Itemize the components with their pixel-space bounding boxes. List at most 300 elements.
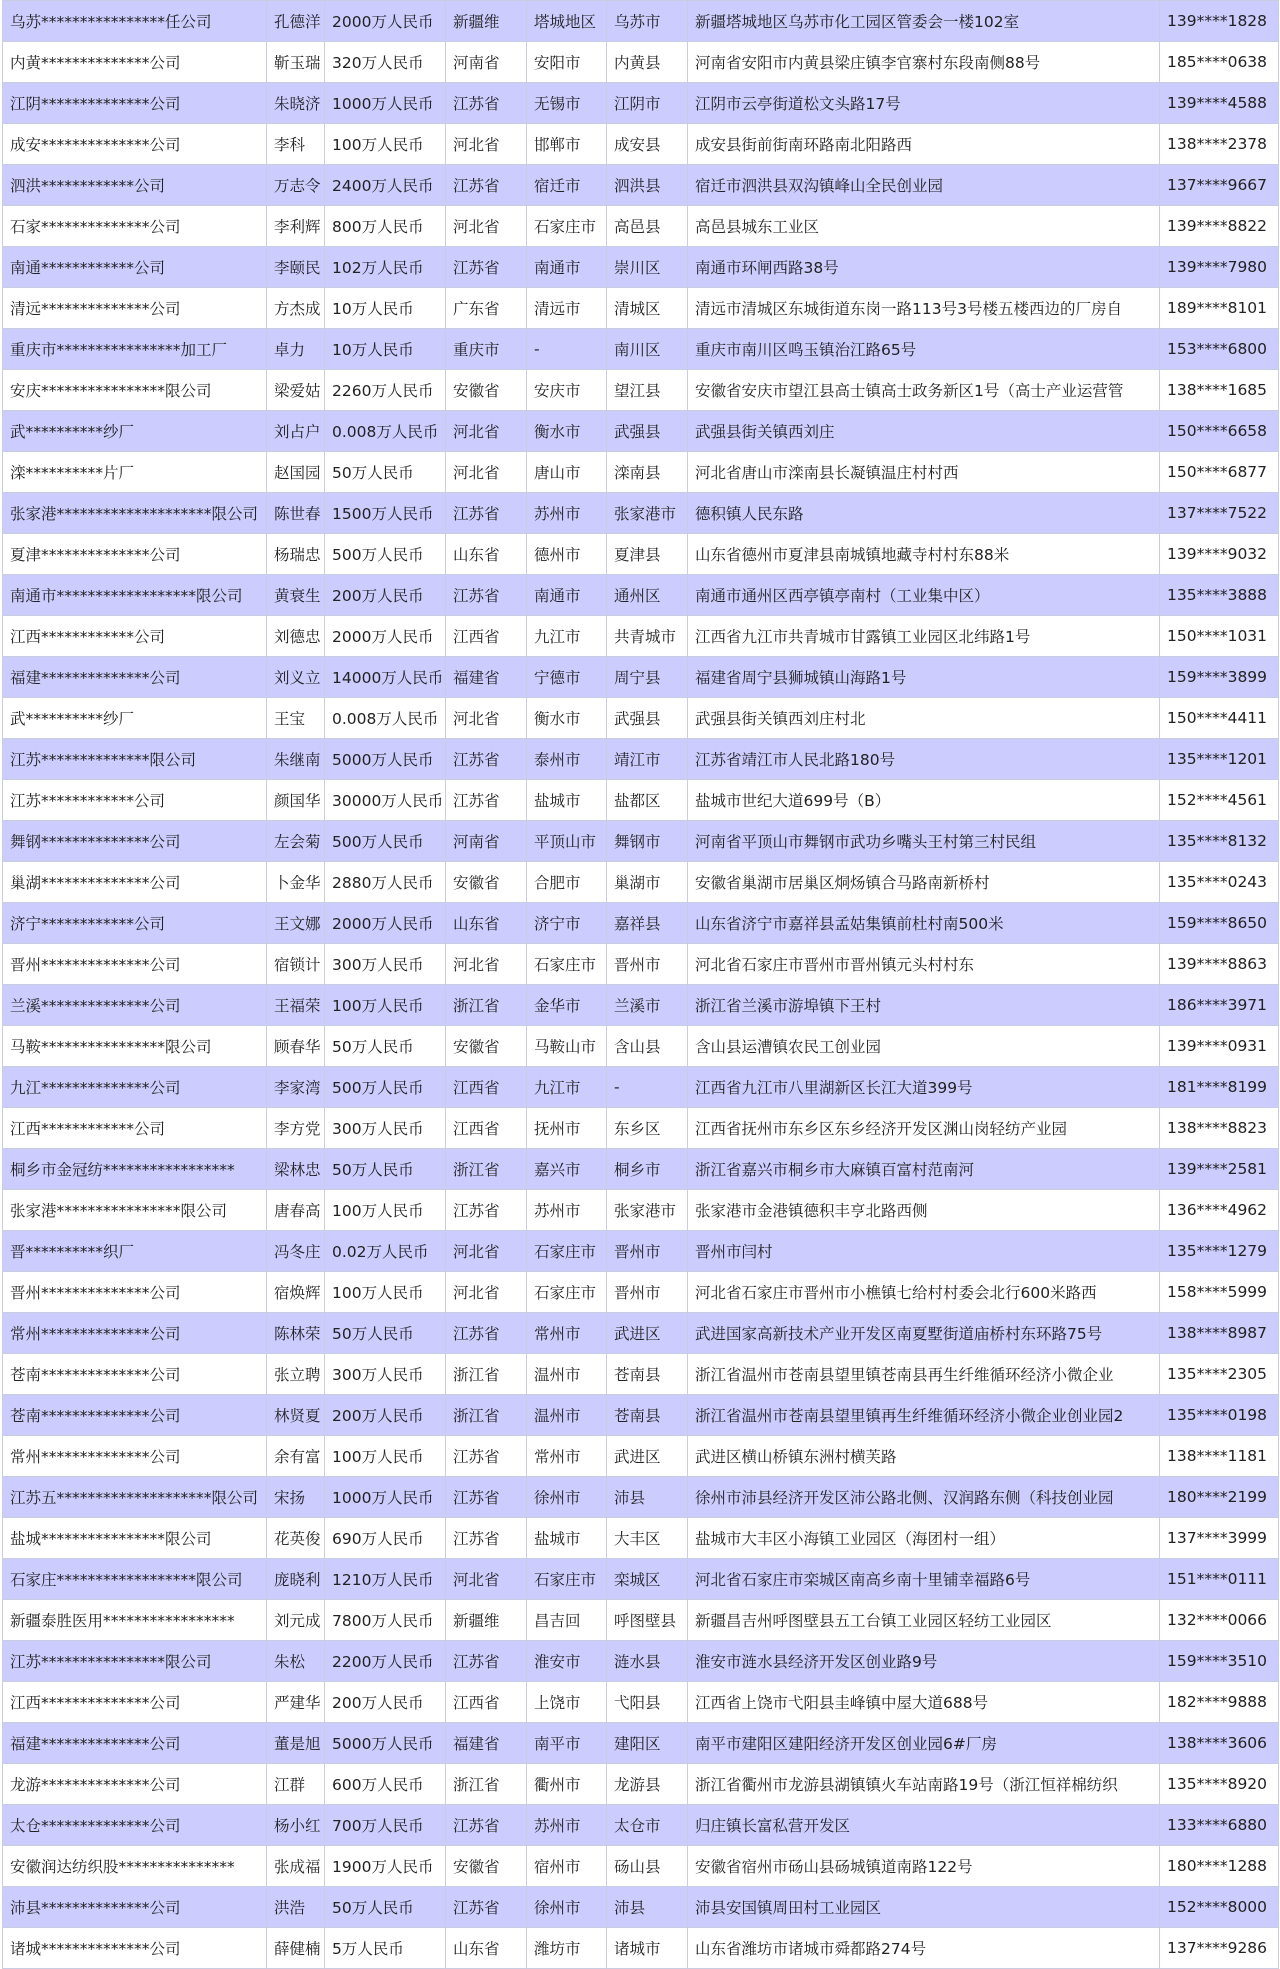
province-cell: 福建省: [446, 657, 527, 698]
registered-capital-cell: 10万人民币: [325, 329, 446, 370]
company-name-cell: 江苏**************限公司: [3, 739, 267, 780]
table-row: [3, 1846, 1279, 1887]
province-cell: 江苏省: [446, 780, 527, 821]
table-row: [3, 657, 1279, 698]
city-cell: 南平市: [527, 1723, 607, 1764]
table-row: [3, 1231, 1279, 1272]
legal-person-cell: 朱松: [267, 1641, 325, 1682]
address-cell: 江阴市云亭街道松文头路17号: [688, 83, 1160, 124]
table-row: [3, 1354, 1279, 1395]
province-cell: 江西省: [446, 616, 527, 657]
legal-person-cell: 靳玉瑞: [267, 42, 325, 83]
registered-capital-cell: 200万人民币: [325, 1395, 446, 1436]
province-cell: 浙江省: [446, 1764, 527, 1805]
registered-capital-cell: 300万人民币: [325, 1108, 446, 1149]
registered-capital-cell: 100万人民币: [325, 1190, 446, 1231]
table-row: [3, 534, 1279, 575]
phone-cell: 185****0638: [1160, 42, 1279, 83]
phone-cell: 151****0111: [1160, 1559, 1279, 1600]
district-cell: 舞钢市: [607, 821, 688, 862]
address-cell: 盐城市大丰区小海镇工业园区（海团村一组）: [688, 1518, 1160, 1559]
district-cell: 东乡区: [607, 1108, 688, 1149]
address-cell: 河北省石家庄市晋州市小樵镇七给村村委会北行600米路西: [688, 1272, 1160, 1313]
registered-capital-cell: 7800万人民币: [325, 1600, 446, 1641]
registered-capital-cell: 700万人民币: [325, 1805, 446, 1846]
phone-cell: 139****0931: [1160, 1026, 1279, 1067]
province-cell: 江苏省: [446, 1805, 527, 1846]
phone-cell: 137****3999: [1160, 1518, 1279, 1559]
phone-cell: 137****7522: [1160, 493, 1279, 534]
table-row: [3, 1026, 1279, 1067]
registered-capital-cell: 0.008万人民币: [325, 698, 446, 739]
table-row: [3, 1477, 1279, 1518]
city-cell: 九江市: [527, 616, 607, 657]
table-row: [3, 616, 1279, 657]
legal-person-cell: 颜国华: [267, 780, 325, 821]
company-name-cell: 江苏************公司: [3, 780, 267, 821]
phone-cell: 150****1031: [1160, 616, 1279, 657]
company-name-cell: 滦**********片厂: [3, 452, 267, 493]
registered-capital-cell: 30000万人民币: [325, 780, 446, 821]
phone-cell: 137****9286: [1160, 1928, 1279, 1969]
district-cell: 滦南县: [607, 452, 688, 493]
registered-capital-cell: 2880万人民币: [325, 862, 446, 903]
city-cell: 石家庄市: [527, 1559, 607, 1600]
table-row: [3, 1928, 1279, 1969]
legal-person-cell: 张立聘: [267, 1354, 325, 1395]
company-name-cell: 龙游**************公司: [3, 1764, 267, 1805]
province-cell: 江苏省: [446, 1518, 527, 1559]
registered-capital-cell: 100万人民币: [325, 985, 446, 1026]
district-cell: -: [607, 1067, 688, 1108]
district-cell: 晋州市: [607, 1231, 688, 1272]
address-cell: 武进区横山桥镇东洲村横芙路: [688, 1436, 1160, 1477]
legal-person-cell: 张成福: [267, 1846, 325, 1887]
legal-person-cell: 刘义立: [267, 657, 325, 698]
city-cell: 衢州市: [527, 1764, 607, 1805]
table-body: [3, 1, 1279, 1969]
district-cell: 南川区: [607, 329, 688, 370]
province-cell: 江苏省: [446, 1436, 527, 1477]
company-name-cell: 江西************公司: [3, 616, 267, 657]
registered-capital-cell: 200万人民币: [325, 1682, 446, 1723]
table-row: [3, 288, 1279, 329]
legal-person-cell: 唐春高: [267, 1190, 325, 1231]
legal-person-cell: 杨瑞忠: [267, 534, 325, 575]
table-row: [3, 370, 1279, 411]
company-name-cell: 江苏****************限公司: [3, 1641, 267, 1682]
address-cell: 晋州市闫村: [688, 1231, 1160, 1272]
city-cell: 常州市: [527, 1436, 607, 1477]
table-row: [3, 944, 1279, 985]
province-cell: 江西省: [446, 1067, 527, 1108]
phone-cell: 159****3510: [1160, 1641, 1279, 1682]
company-name-cell: 乌苏****************任公司: [3, 1, 267, 42]
address-cell: 江苏省靖江市人民北路180号: [688, 739, 1160, 780]
city-cell: 宿州市: [527, 1846, 607, 1887]
company-name-cell: 沛县**************公司: [3, 1887, 267, 1928]
table-row: [3, 821, 1279, 862]
province-cell: 浙江省: [446, 1395, 527, 1436]
legal-person-cell: 李科: [267, 124, 325, 165]
registered-capital-cell: 1000万人民币: [325, 1477, 446, 1518]
address-cell: 安徽省巢湖市居巢区烔炀镇合马路南新桥村: [688, 862, 1160, 903]
registered-capital-cell: 2260万人民币: [325, 370, 446, 411]
city-cell: 唐山市: [527, 452, 607, 493]
city-cell: 温州市: [527, 1354, 607, 1395]
province-cell: 广东省: [446, 288, 527, 329]
city-cell: 盐城市: [527, 1518, 607, 1559]
company-name-cell: 晋州**************公司: [3, 1272, 267, 1313]
registered-capital-cell: 500万人民币: [325, 1067, 446, 1108]
province-cell: 河北省: [446, 206, 527, 247]
legal-person-cell: 王文娜: [267, 903, 325, 944]
city-cell: 宿迁市: [527, 165, 607, 206]
district-cell: 靖江市: [607, 739, 688, 780]
legal-person-cell: 余有富: [267, 1436, 325, 1477]
phone-cell: 139****8822: [1160, 206, 1279, 247]
province-cell: 重庆市: [446, 329, 527, 370]
registered-capital-cell: 50万人民币: [325, 1313, 446, 1354]
district-cell: 大丰区: [607, 1518, 688, 1559]
address-cell: 重庆市南川区鸣玉镇治江路65号: [688, 329, 1160, 370]
registered-capital-cell: 5000万人民币: [325, 739, 446, 780]
province-cell: 河南省: [446, 821, 527, 862]
address-cell: 河南省平顶山市舞钢市武功乡嘴头王村第三村民组: [688, 821, 1160, 862]
city-cell: 石家庄市: [527, 944, 607, 985]
phone-cell: 132****0066: [1160, 1600, 1279, 1641]
district-cell: 嘉祥县: [607, 903, 688, 944]
registered-capital-cell: 0.02万人民币: [325, 1231, 446, 1272]
city-cell: -: [527, 329, 607, 370]
phone-cell: 150****4411: [1160, 698, 1279, 739]
city-cell: 常州市: [527, 1313, 607, 1354]
company-name-cell: 苍南**************公司: [3, 1395, 267, 1436]
registered-capital-cell: 10万人民币: [325, 288, 446, 329]
province-cell: 江苏省: [446, 1477, 527, 1518]
city-cell: 金华市: [527, 985, 607, 1026]
company-name-cell: 常州**************公司: [3, 1313, 267, 1354]
district-cell: 周宁县: [607, 657, 688, 698]
company-name-cell: 马鞍****************限公司: [3, 1026, 267, 1067]
city-cell: 苏州市: [527, 1190, 607, 1231]
city-cell: 盐城市: [527, 780, 607, 821]
table-row: [3, 1805, 1279, 1846]
province-cell: 河北省: [446, 452, 527, 493]
legal-person-cell: 朱继南: [267, 739, 325, 780]
district-cell: 清城区: [607, 288, 688, 329]
legal-person-cell: 陈林荣: [267, 1313, 325, 1354]
province-cell: 河北省: [446, 944, 527, 985]
table-row: [3, 1641, 1279, 1682]
city-cell: 徐州市: [527, 1887, 607, 1928]
phone-cell: 180****2199: [1160, 1477, 1279, 1518]
district-cell: 武进区: [607, 1436, 688, 1477]
company-name-cell: 张家港********************限公司: [3, 493, 267, 534]
province-cell: 河南省: [446, 42, 527, 83]
legal-person-cell: 宿焕辉: [267, 1272, 325, 1313]
registered-capital-cell: 1000万人民币: [325, 83, 446, 124]
company-name-cell: 张家港****************限公司: [3, 1190, 267, 1231]
table-row: [3, 329, 1279, 370]
phone-cell: 135****2305: [1160, 1354, 1279, 1395]
company-name-cell: 安庆****************限公司: [3, 370, 267, 411]
address-cell: 河南省安阳市内黄县梁庄镇李官寨村东段南侧88号: [688, 42, 1160, 83]
registered-capital-cell: 1500万人民币: [325, 493, 446, 534]
province-cell: 河北省: [446, 1559, 527, 1600]
table-row: [3, 1149, 1279, 1190]
table-row: [3, 985, 1279, 1026]
legal-person-cell: 李方党: [267, 1108, 325, 1149]
phone-cell: 158****5999: [1160, 1272, 1279, 1313]
phone-cell: 138****8823: [1160, 1108, 1279, 1149]
district-cell: 桐乡市: [607, 1149, 688, 1190]
phone-cell: 150****6877: [1160, 452, 1279, 493]
legal-person-cell: 卜金华: [267, 862, 325, 903]
address-cell: 南平市建阳区建阳经济开发区创业园6#厂房: [688, 1723, 1160, 1764]
legal-person-cell: 顾春华: [267, 1026, 325, 1067]
legal-person-cell: 万志令: [267, 165, 325, 206]
phone-cell: 135****1201: [1160, 739, 1279, 780]
city-cell: 宁德市: [527, 657, 607, 698]
company-name-cell: 武**********纱厂: [3, 411, 267, 452]
company-name-cell: 晋州**************公司: [3, 944, 267, 985]
legal-person-cell: 洪浩: [267, 1887, 325, 1928]
district-cell: 成安县: [607, 124, 688, 165]
legal-person-cell: 刘德忠: [267, 616, 325, 657]
table-row: [3, 124, 1279, 165]
district-cell: 建阳区: [607, 1723, 688, 1764]
registered-capital-cell: 50万人民币: [325, 1026, 446, 1067]
phone-cell: 139****7980: [1160, 247, 1279, 288]
address-cell: 浙江省兰溪市游埠镇下王村: [688, 985, 1160, 1026]
phone-cell: 138****2378: [1160, 124, 1279, 165]
district-cell: 苍南县: [607, 1395, 688, 1436]
registered-capital-cell: 100万人民币: [325, 124, 446, 165]
registered-capital-cell: 14000万人民币: [325, 657, 446, 698]
registered-capital-cell: 2200万人民币: [325, 1641, 446, 1682]
phone-cell: 135****0243: [1160, 862, 1279, 903]
province-cell: 山东省: [446, 903, 527, 944]
registered-capital-cell: 2000万人民币: [325, 903, 446, 944]
province-cell: 安徽省: [446, 1026, 527, 1067]
province-cell: 江苏省: [446, 1887, 527, 1928]
province-cell: 浙江省: [446, 1354, 527, 1395]
registered-capital-cell: 2000万人民币: [325, 616, 446, 657]
province-cell: 安徽省: [446, 862, 527, 903]
province-cell: 江苏省: [446, 575, 527, 616]
legal-person-cell: 严建华: [267, 1682, 325, 1723]
legal-person-cell: 陈世春: [267, 493, 325, 534]
district-cell: 晋州市: [607, 944, 688, 985]
table-row: [3, 165, 1279, 206]
company-name-cell: 桐乡市金冠纺*****************: [3, 1149, 267, 1190]
province-cell: 江苏省: [446, 1641, 527, 1682]
district-cell: 含山县: [607, 1026, 688, 1067]
table-row: [3, 739, 1279, 780]
district-cell: 龙游县: [607, 1764, 688, 1805]
company-name-cell: 盐城****************限公司: [3, 1518, 267, 1559]
legal-person-cell: 左会菊: [267, 821, 325, 862]
phone-cell: 135****8132: [1160, 821, 1279, 862]
address-cell: 沛县安国镇周田村工业园区: [688, 1887, 1160, 1928]
table-row: [3, 1272, 1279, 1313]
city-cell: 抚州市: [527, 1108, 607, 1149]
phone-cell: 138****1685: [1160, 370, 1279, 411]
district-cell: 武进区: [607, 1313, 688, 1354]
phone-cell: 139****8863: [1160, 944, 1279, 985]
address-cell: 清远市清城区东城街道东岗一路113号3号楼五楼西边的厂房自: [688, 288, 1160, 329]
district-cell: 砀山县: [607, 1846, 688, 1887]
company-name-cell: 苍南**************公司: [3, 1354, 267, 1395]
table-row: [3, 1313, 1279, 1354]
legal-person-cell: 赵国园: [267, 452, 325, 493]
company-name-cell: 江苏五********************限公司: [3, 1477, 267, 1518]
phone-cell: 159****3899: [1160, 657, 1279, 698]
phone-cell: 152****8000: [1160, 1887, 1279, 1928]
registered-capital-cell: 500万人民币: [325, 534, 446, 575]
address-cell: 新疆昌吉州呼图壁县五工台镇工业园区轻纺工业园区: [688, 1600, 1160, 1641]
province-cell: 江西省: [446, 1682, 527, 1723]
phone-cell: 189****8101: [1160, 288, 1279, 329]
address-cell: 山东省潍坊市诸城市舜都路274号: [688, 1928, 1160, 1969]
province-cell: 新疆维: [446, 1, 527, 42]
address-cell: 河北省唐山市滦南县长凝镇温庄村村西: [688, 452, 1160, 493]
address-cell: 新疆塔城地区乌苏市化工园区管委会一楼102室: [688, 1, 1160, 42]
district-cell: 太仓市: [607, 1805, 688, 1846]
legal-person-cell: 宿锁计: [267, 944, 325, 985]
company-name-cell: 石家**************公司: [3, 206, 267, 247]
city-cell: 马鞍山市: [527, 1026, 607, 1067]
company-name-cell: 江阴**************公司: [3, 83, 267, 124]
phone-cell: 152****4561: [1160, 780, 1279, 821]
phone-cell: 133****6880: [1160, 1805, 1279, 1846]
legal-person-cell: 王福荣: [267, 985, 325, 1026]
city-cell: 苏州市: [527, 1805, 607, 1846]
district-cell: 苍南县: [607, 1354, 688, 1395]
city-cell: 德州市: [527, 534, 607, 575]
district-cell: 内黄县: [607, 42, 688, 83]
province-cell: 浙江省: [446, 1149, 527, 1190]
legal-person-cell: 宋扬: [267, 1477, 325, 1518]
province-cell: 山东省: [446, 534, 527, 575]
phone-cell: 139****4588: [1160, 83, 1279, 124]
city-cell: 安庆市: [527, 370, 607, 411]
phone-cell: 135****8920: [1160, 1764, 1279, 1805]
registered-capital-cell: 5万人民币: [325, 1928, 446, 1969]
district-cell: 泗洪县: [607, 165, 688, 206]
city-cell: 合肥市: [527, 862, 607, 903]
company-name-cell: 江西************公司: [3, 1108, 267, 1149]
address-cell: 福建省周宁县狮城镇山海路1号: [688, 657, 1160, 698]
table-row: [3, 903, 1279, 944]
table-row: [3, 1764, 1279, 1805]
province-cell: 福建省: [446, 1723, 527, 1764]
address-cell: 河北省石家庄市晋州市晋州镇元头村村东: [688, 944, 1160, 985]
province-cell: 浙江省: [446, 985, 527, 1026]
address-cell: 含山县运漕镇农民工创业园: [688, 1026, 1160, 1067]
address-cell: 宿迁市泗洪县双沟镇峰山全民创业园: [688, 165, 1160, 206]
company-name-cell: 九江**************公司: [3, 1067, 267, 1108]
province-cell: 江苏省: [446, 739, 527, 780]
table-row: [3, 206, 1279, 247]
province-cell: 河北省: [446, 411, 527, 452]
district-cell: 栾城区: [607, 1559, 688, 1600]
table-row: [3, 1723, 1279, 1764]
phone-cell: 153****6800: [1160, 329, 1279, 370]
city-cell: 邯郸市: [527, 124, 607, 165]
legal-person-cell: 刘占户: [267, 411, 325, 452]
registered-capital-cell: 300万人民币: [325, 944, 446, 985]
company-name-cell: 巢湖**************公司: [3, 862, 267, 903]
phone-cell: 137****9667: [1160, 165, 1279, 206]
address-cell: 成安县街前街南环路南北阳路西: [688, 124, 1160, 165]
legal-person-cell: 董是旭: [267, 1723, 325, 1764]
registered-capital-cell: 50万人民币: [325, 452, 446, 493]
company-name-cell: 南通************公司: [3, 247, 267, 288]
city-cell: 上饶市: [527, 1682, 607, 1723]
legal-person-cell: 朱晓济: [267, 83, 325, 124]
city-cell: 嘉兴市: [527, 1149, 607, 1190]
table-row: [3, 493, 1279, 534]
table-row: [3, 1436, 1279, 1477]
phone-cell: 150****6658: [1160, 411, 1279, 452]
legal-person-cell: 李家湾: [267, 1067, 325, 1108]
registered-capital-cell: 800万人民币: [325, 206, 446, 247]
registered-capital-cell: 500万人民币: [325, 821, 446, 862]
registered-capital-cell: 1900万人民币: [325, 1846, 446, 1887]
table-row: [3, 411, 1279, 452]
city-cell: 清远市: [527, 288, 607, 329]
city-cell: 苏州市: [527, 493, 607, 534]
city-cell: 南通市: [527, 575, 607, 616]
table-row: [3, 1682, 1279, 1723]
phone-cell: 135****3888: [1160, 575, 1279, 616]
city-cell: 南通市: [527, 247, 607, 288]
table-row: [3, 1887, 1279, 1928]
legal-person-cell: 薛健楠: [267, 1928, 325, 1969]
phone-cell: 139****1828: [1160, 1, 1279, 42]
district-cell: 望江县: [607, 370, 688, 411]
district-cell: 沛县: [607, 1477, 688, 1518]
registered-capital-cell: 320万人民币: [325, 42, 446, 83]
company-name-cell: 济宁************公司: [3, 903, 267, 944]
company-name-cell: 福建**************公司: [3, 657, 267, 698]
address-cell: 山东省德州市夏津县南城镇地藏寺村村东88米: [688, 534, 1160, 575]
district-cell: 沛县: [607, 1887, 688, 1928]
legal-person-cell: 梁林忠: [267, 1149, 325, 1190]
phone-cell: 186****3971: [1160, 985, 1279, 1026]
address-cell: 浙江省嘉兴市桐乡市大麻镇百富村范南河: [688, 1149, 1160, 1190]
legal-person-cell: 花英俊: [267, 1518, 325, 1559]
table-row: [3, 575, 1279, 616]
phone-cell: 181****8199: [1160, 1067, 1279, 1108]
legal-person-cell: 卓力: [267, 329, 325, 370]
phone-cell: 139****2581: [1160, 1149, 1279, 1190]
district-cell: 兰溪市: [607, 985, 688, 1026]
district-cell: 晋州市: [607, 1272, 688, 1313]
legal-person-cell: 杨小红: [267, 1805, 325, 1846]
registered-capital-cell: 300万人民币: [325, 1354, 446, 1395]
district-cell: 高邑县: [607, 206, 688, 247]
province-cell: 江西省: [446, 1108, 527, 1149]
address-cell: 南通市通州区西亭镇亭南村（工业集中区）: [688, 575, 1160, 616]
phone-cell: 182****9888: [1160, 1682, 1279, 1723]
district-cell: 巢湖市: [607, 862, 688, 903]
company-name-cell: 常州**************公司: [3, 1436, 267, 1477]
province-cell: 河北省: [446, 698, 527, 739]
company-name-cell: 成安**************公司: [3, 124, 267, 165]
